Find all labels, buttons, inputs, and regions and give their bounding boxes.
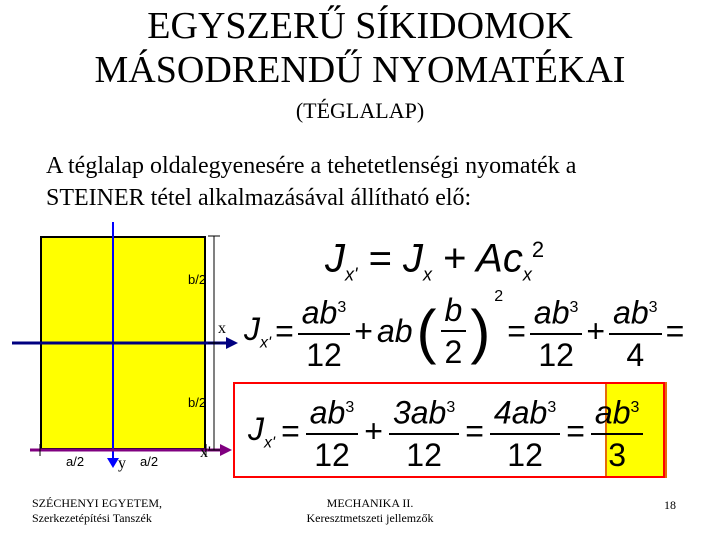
- intro-line1: A téglalap oldalegyenesére a tehetetlenségi nyomaték a: [46, 153, 577, 179]
- fraction-term: $\frac{ab^3}{4}$: [609, 288, 662, 375]
- page-title-line2: MÁSODRENDŰ NYOMATÉKAI: [94, 49, 626, 91]
- page-title-line1: EGYSZERŰ SÍKIDOMOK: [147, 5, 573, 47]
- page-subtitle: (TÉGLALAP): [295, 98, 425, 123]
- label-a2-right: a/2: [140, 454, 159, 469]
- footer-course: MECHANIKA II. Keresztmetszeti jellemzők: [306, 496, 434, 525]
- label-b2-bottom: b/2: [188, 395, 207, 410]
- xprime-axis-arrow: [220, 444, 232, 456]
- page-number: 18: [664, 498, 676, 512]
- label-x-axis: x: [218, 320, 226, 337]
- result-fraction: $\frac{ab^3}{3}$: [591, 388, 644, 475]
- fraction-term: $\frac{ab^3}{12}$: [306, 388, 359, 475]
- label-xprime-axis: x': [200, 444, 211, 461]
- expansion-equation: $J_{x'}$ = $\frac{ab^3}{12}$ + ab ( $\frac{b}{2}$ ) $^2$ = $\frac{ab^3}{12}$ + $\frac{ab^3}{4}$ =: [244, 288, 685, 373]
- label-y-axis: y: [118, 455, 126, 472]
- fraction-term: $\frac{4ab^3}{12}$: [490, 388, 560, 475]
- label-a2-left: a/2: [66, 454, 85, 469]
- steiner-equation: $J_{x'} = J_x + Ac_x^2$: [325, 236, 545, 285]
- fraction-term: $\frac{3ab^3}{12}$: [389, 388, 459, 475]
- footer-institution: SZÉCHENYI EGYETEM, Szerkezetépítési Tanszék: [32, 496, 162, 525]
- fraction-term: $\frac{ab^3}{12}$: [530, 288, 583, 375]
- result-equation: $J_{x'}$ = $\frac{ab^3}{12}$ + $\frac{3ab^3}{12}$ = $\frac{4ab^3}{12}$ = $\frac{ab^3}{3}$: [248, 388, 643, 475]
- fraction-term: $\frac{ab^3}{12}$: [298, 288, 351, 375]
- fraction-term: $\frac{b}{2}$: [441, 290, 467, 372]
- intro-line2: STEINER tétel alkalmazásával állítható elő:: [46, 185, 472, 211]
- label-b2-top: b/2: [188, 272, 207, 287]
- x-axis-arrow: [226, 337, 238, 349]
